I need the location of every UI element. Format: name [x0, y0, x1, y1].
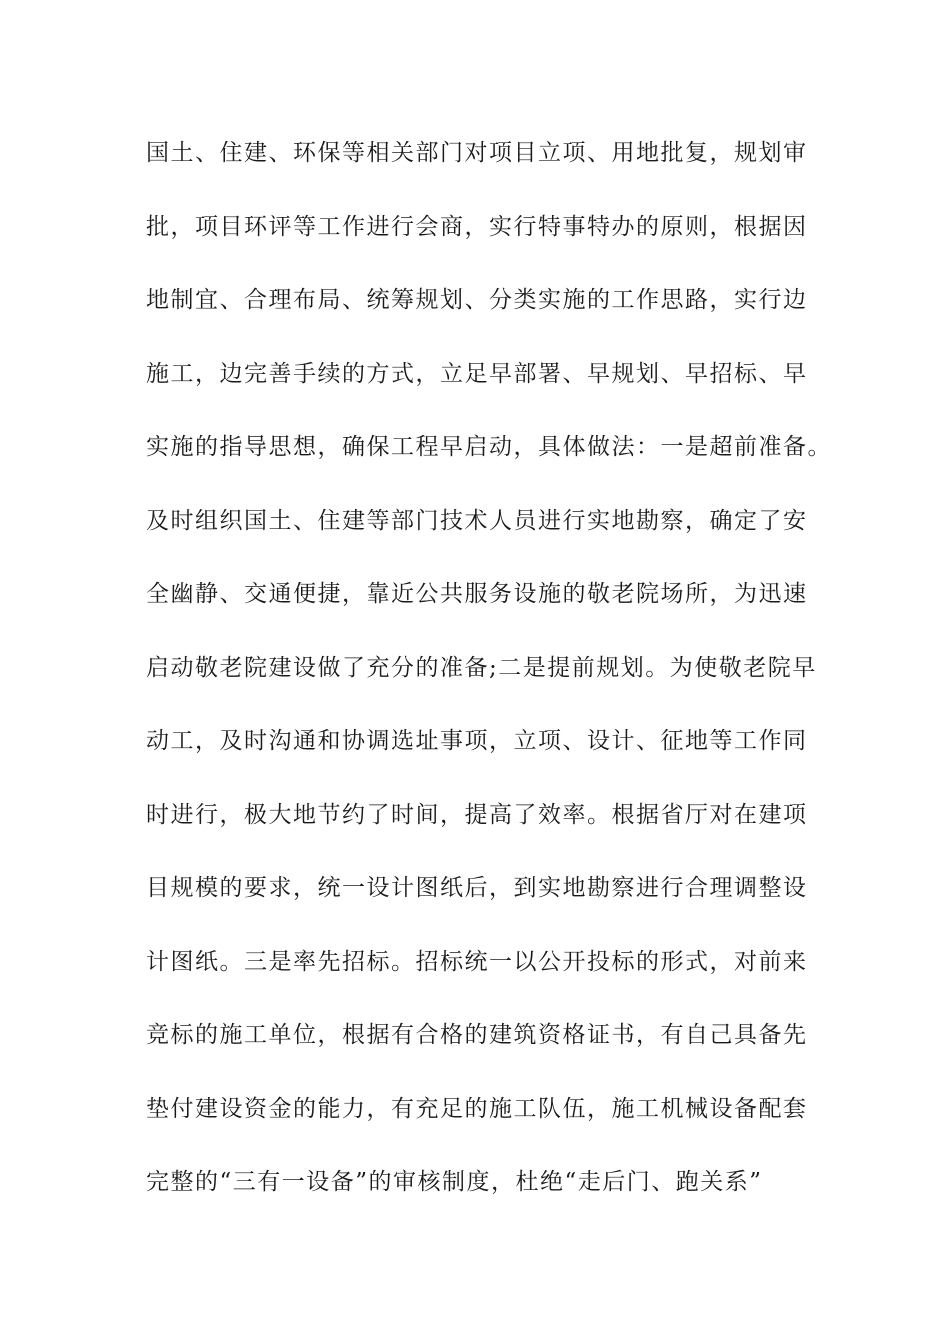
text-line: 计图纸。三是率先招标。招标统一以公开投标的形式，对前来 [146, 948, 808, 975]
text-line: 目规模的要求，统一设计图纸后，到实地勘察进行合理调整设 [146, 875, 808, 901]
text-line: 施工，边完善手续的方式，立足早部署、早规划、早招标、早 [146, 360, 808, 387]
body-text [146, 133, 836, 1236]
text-line: 实施的指导思想，确保工程早启动，具体做法：一是超前准备。 [146, 434, 832, 460]
text-line: 批，项目环评等工作进行会商，实行特事特办的原则，根据因 [146, 213, 808, 240]
text-line: 垫付建设资金的能力，有充足的施工队伍，施工机械设备配套 [146, 1095, 808, 1122]
text-line: 完整的“三有一设备”的审核制度，杜绝“走后门、跑关系” [146, 1169, 763, 1195]
text-line: 时进行，极大地节约了时间，提高了效率。根据省厅对在建项 [146, 801, 808, 828]
text-line: 及时组织国土、住建等部门技术人员进行实地勘察，确定了安 [146, 507, 808, 534]
text-line: 动工，及时沟通和协调选址事项，立项、设计、征地等工作同 [146, 728, 808, 754]
text-line: 地制宜、合理布局、统筹规划、分类实施的工作思路，实行边 [146, 287, 808, 313]
text-line: 竞标的施工单位，根据有合格的建筑资格证书，有自己具备先 [146, 1022, 808, 1048]
text-line: 启动敬老院建设做了充分的准备;二是提前规划。为使敬老院早 [146, 654, 817, 681]
text-line: 国土、住建、环保等相关部门对项目立项、用地批复，规划审 [146, 140, 808, 166]
text-line: 全幽静、交通便捷，靠近公共服务设施的敬老院场所，为迅速 [146, 581, 808, 607]
